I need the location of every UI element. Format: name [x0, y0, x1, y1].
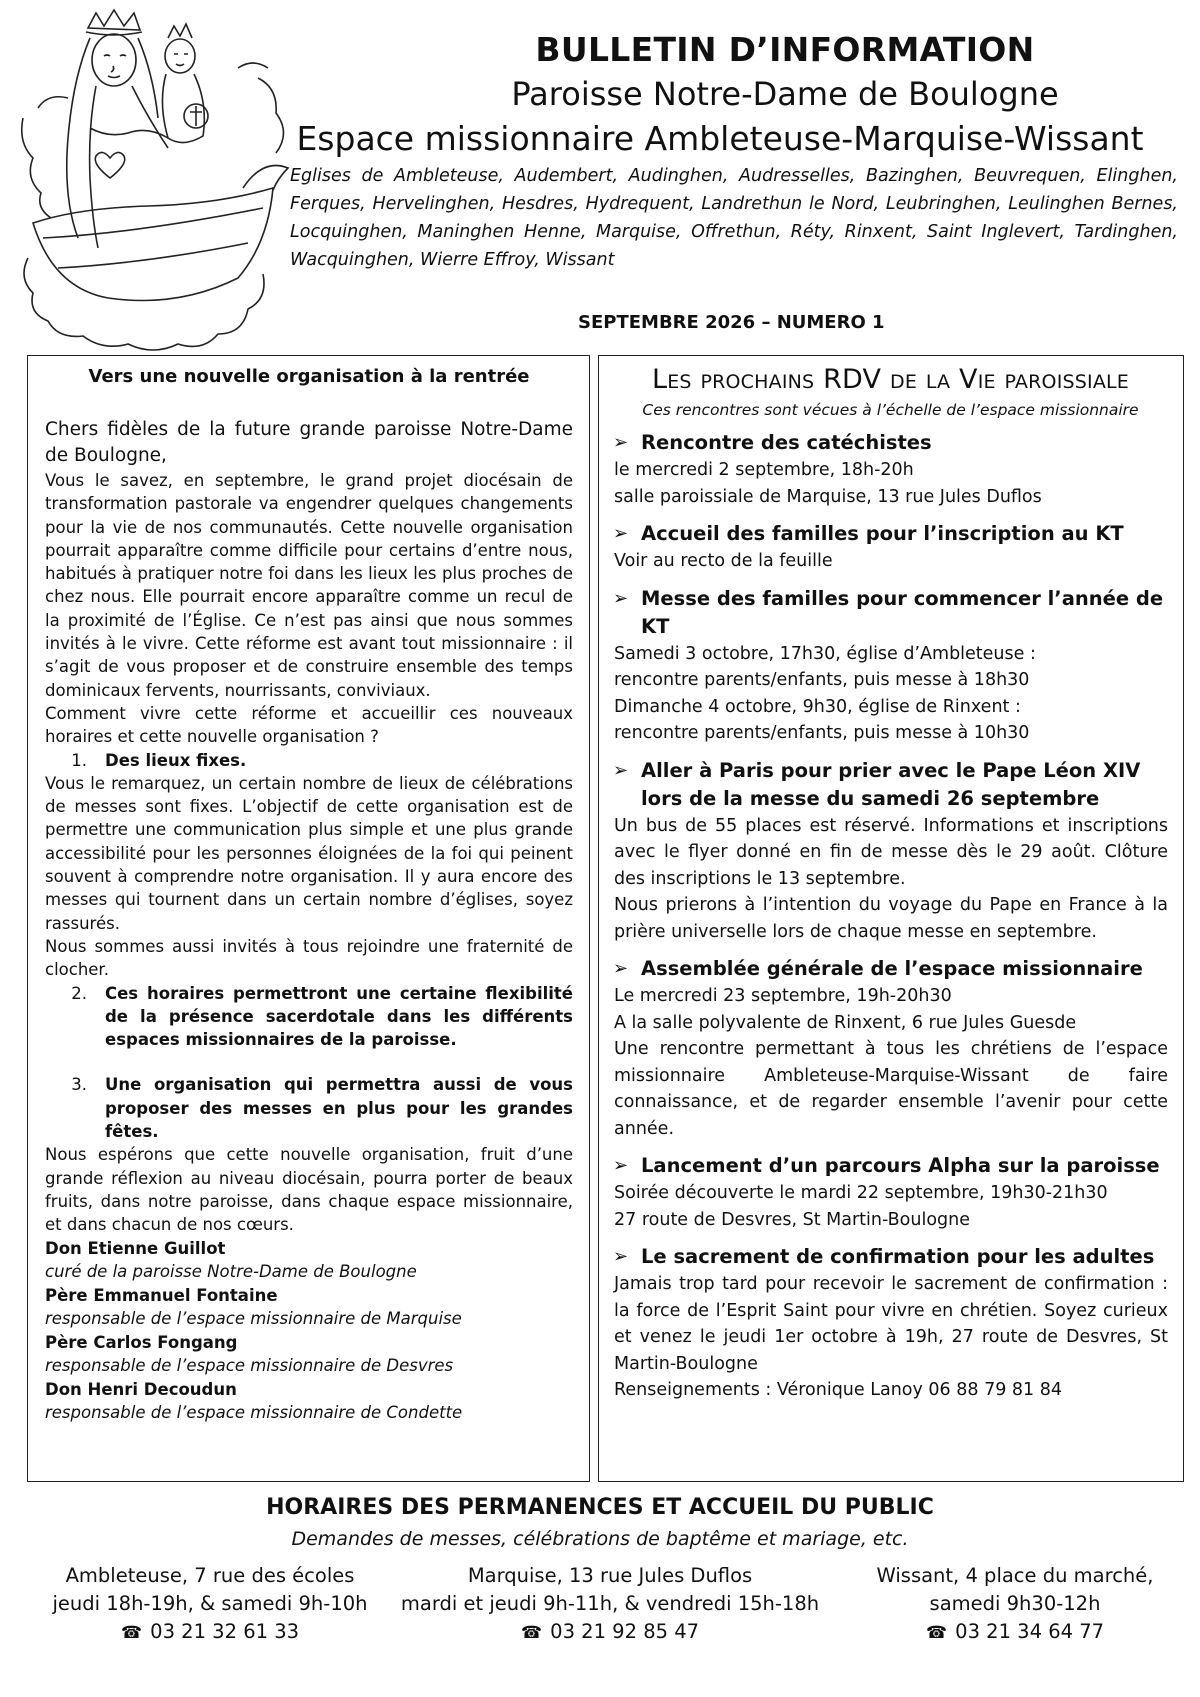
item-number: 2. [71, 983, 87, 1003]
event-item [613, 757, 1168, 946]
event-title: Assemblée générale de l’espace missionnaire [641, 957, 1143, 980]
editorial-paragraph: Nous espérons que cette nouvelle organisation, fruit d’une grande réflexion au niveau diocésain, pourra porter de beaux fruits, dans notre paroisse, dans chaque espace missionnaire, et dans chacun de nos cœurs. [45, 1145, 573, 1235]
signature-role: responsable de l’espace missionnaire de Desvres [45, 1356, 454, 1375]
issue-date: SEPTEMBRE 2026 – NUMERO 1 [578, 312, 885, 333]
editorial-paragraph: Vous le remarquez, un certain nombre de lieux de célébrations de messes sont fixes. L’objectif de cette organisation est de permettre une communication plus simple et une plus grande accessibilité pour les personnes éloignées de la foi qui peinent souvent à comprendre notre organisation. Il y aura encore des messes qui tournent dans un certain nombre d’églises, soyez rassurés. [45, 773, 573, 933]
event-item [613, 1243, 1168, 1404]
event-title: Rencontre des catéchistes [641, 431, 932, 454]
event-line: Jamais trop tard pour recevoir le sacrement de confirmation : la force de l’Esprit Saint pour vivre en chrétien. Soyez curieux et venez le jeudi 1er octobre à 19h, 27 route de Desvres, St Martin-Boulogne [614, 1274, 1168, 1374]
office-phone[interactable]: 03 21 34 64 77 [955, 1620, 1105, 1643]
numbered-item [45, 1073, 573, 1143]
event-line: Dimanche 4 octobre, 9h30, église de Rinxent : [614, 696, 1021, 717]
event-title: Lancement d’un parcours Alpha sur la paroisse [641, 1154, 1160, 1177]
office-hours: samedi 9h30-12h [929, 1592, 1101, 1615]
office-wissant [840, 1562, 1190, 1647]
event-title: Aller à Paris pour prier avec le Pape Léon XIV [641, 758, 1141, 782]
office-hours: mardi et jeudi 9h-11h, & vendredi 15h-18h [400, 1592, 820, 1615]
item-number: 3. [71, 1075, 87, 1095]
event-title: Messe des familles pour commencer l’année de KT [641, 586, 1164, 638]
signature-name: Père Emmanuel Fontaine [45, 1285, 278, 1305]
event-line: Le mercredi 23 septembre, 19h-20h30 [614, 986, 952, 1006]
churches-list: Eglises de Ambleteuse, Audembert, Audinghen, Audresselles, Bazinghen, Beuvrequen, Elinghen, Ferques, Hervelinghen, Hesdres, Hydrequent, Landrethun le Nord, Leubringhen, Leulinghen Bernes, Locquinghen, Maninghen Henne, Marquise, Offrethun, Réty, Rinxent, Saint Inglevert, Tardinghen, Wacquinghen, Wierre Effroy, Wissant [290, 166, 1178, 270]
item-text: Ces horaires permettront une certaine flexibilité de la présence sacerdotale dans les différents espaces missionnaires de la paroisse. [105, 983, 573, 1050]
arrow-icon: ➢ [613, 523, 629, 544]
office-marquise [400, 1562, 820, 1647]
item-number: 1. [71, 750, 87, 770]
signature-name: Don Henri Decoudun [45, 1379, 237, 1399]
event-line: A la salle polyvalente de Rinxent, 6 rue Jules Guesde [614, 1012, 1077, 1033]
office-address: Marquise, 13 rue Jules Duflos [467, 1564, 753, 1587]
editorial-title: Vers une nouvelle organisation à la rentrée [88, 366, 530, 387]
bulletin-title: BULLETIN D’INFORMATION [535, 30, 1035, 69]
events-title: Les prochains RDV de la Vie paroissiale [651, 364, 1130, 395]
event-item [613, 955, 1168, 1142]
event-line: Nous prierons à l’intention du voyage du Pape en France à la prière universelle lors de chaque messe en septembre. [614, 895, 1168, 942]
editorial-paragraph: Nous sommes aussi invités à tous rejoindre une fraternité de clocher. [45, 936, 573, 980]
office-hours: jeudi 18h-19h, & samedi 9h-10h [52, 1592, 368, 1615]
arrow-icon: ➢ [613, 1155, 629, 1176]
item-text: Des lieux fixes. [105, 750, 247, 770]
editorial-body [45, 772, 573, 982]
parish-title: Paroisse Notre-Dame de Boulogne [511, 75, 1059, 113]
signature-name: Don Etienne Guillot [45, 1238, 226, 1258]
office-phone[interactable]: 03 21 92 85 47 [550, 1620, 700, 1643]
editorial-body [45, 469, 573, 749]
phone-icon: ☎ [120, 1623, 143, 1643]
events-subtitle: Ces rencontres sont vécues à l’échelle de l’espace missionnaire [642, 401, 1139, 419]
event-title: Le sacrement de confirmation pour les adultes [641, 1245, 1155, 1268]
numbered-item [45, 982, 573, 1052]
editorial-body [45, 1143, 573, 1236]
arrow-icon: ➢ [613, 759, 629, 781]
office-ambleteuse [20, 1562, 400, 1647]
phone-icon: ☎ [520, 1623, 543, 1643]
event-item [613, 429, 1168, 510]
event-item [613, 585, 1168, 747]
event-line: salle paroissiale de Marquise, 13 rue Jules Duflos [614, 486, 1042, 507]
event-line: rencontre parents/enfants, puis messe à 10h30 [614, 723, 1030, 743]
event-title-line2: lors de la messe du samedi 26 septembre [641, 786, 1100, 810]
event-line: le mercredi 2 septembre, 18h-20h [614, 460, 914, 480]
editorial-box [27, 355, 590, 1482]
editorial-paragraph: Comment vivre cette réforme et accueillir ces nouveaux horaires et cette nouvelle organisation ? [45, 703, 573, 747]
event-line: rencontre parents/enfants, puis messe à 18h30 [614, 670, 1030, 690]
event-line: Renseignements : Véronique Lanoy 06 88 79 81 84 [614, 1380, 1063, 1400]
arrow-icon: ➢ [613, 958, 629, 979]
event-item [613, 1152, 1168, 1233]
event-line: Samedi 3 octobre, 17h30, église d’Ambleteuse : [614, 643, 1036, 664]
event-item [613, 520, 1168, 575]
arrow-icon: ➢ [613, 587, 629, 609]
arrow-icon: ➢ [613, 432, 629, 453]
editorial-greeting: Chers fidèles de la future grande paroisse Notre-Dame de Boulogne, [45, 419, 573, 466]
madonna-in-boat-icon [18, 8, 293, 353]
missionary-space-title: Espace missionnaire Ambleteuse-Marquise-Wissant [296, 119, 1144, 158]
signature-role: curé de la paroisse Notre-Dame de Boulogne [45, 1262, 417, 1281]
signature-role: responsable de l’espace missionnaire de Marquise [45, 1309, 462, 1328]
event-line: Une rencontre permettant à tous les chrétiens de l’espace missionnaire Ambleteuse-Marquise-Wissant de faire connaissance, et de regarder ensemble l’avenir pour cette année. [614, 1039, 1168, 1139]
office-hours-title: HORAIRES DES PERMANENCES ET ACCUEIL DU PUBLIC [266, 1495, 934, 1520]
event-line: Soirée découverte le mardi 22 septembre, 19h30-21h30 [614, 1183, 1108, 1203]
arrow-icon: ➢ [613, 1246, 629, 1267]
events-box [598, 355, 1184, 1482]
numbered-item [45, 749, 573, 772]
signatures [45, 1237, 573, 1425]
editorial-paragraph: Vous le savez, en septembre, le grand projet diocésain de transformation pastorale va engendrer quelques changements pour la vie de nos communautés. Cette nouvelle organisation pourrait apparaître comme difficile pour certains d’entre nous, habitués à pratiquer notre foi dans les lieux les plus proches de chez nous. Elle pourrait encore apparaître comme un recul de la proximité de l’Église. Ce n’est pas ainsi que nous sommes invités à le vivre. Cette réforme est avant tout missionnaire : il s’agit de vous proposer et de construire ensemble des temps dominicaux fervents, nourrissants, conviviaux. [45, 471, 573, 700]
office-address: Ambleteuse, 7 rue des écoles [65, 1564, 355, 1587]
item-text: Une organisation qui permettra aussi de vous proposer des messes en plus pour les grandes fêtes. [105, 1075, 573, 1142]
signature-name: Père Carlos Fongang [45, 1332, 238, 1352]
phone-icon: ☎ [925, 1623, 948, 1643]
event-line: 27 route de Desvres, St Martin-Boulogne [614, 1209, 970, 1230]
office-phone[interactable]: 03 21 32 61 33 [150, 1620, 300, 1643]
event-line: Voir au recto de la feuille [614, 551, 833, 571]
event-line: Un bus de 55 places est réservé. Informations et inscriptions avec le flyer donné en fin de messe dès le 29 août. Clôture des inscriptions le 13 septembre. [614, 815, 1168, 889]
office-hours-subtitle: Demandes de messes, célébrations de baptême et mariage, etc. [291, 1528, 909, 1550]
event-title: Accueil des familles pour l’inscription au KT [641, 522, 1124, 545]
signature-role: responsable de l’espace missionnaire de Condette [45, 1403, 463, 1422]
office-address: Wissant, 4 place du marché, [876, 1564, 1154, 1587]
